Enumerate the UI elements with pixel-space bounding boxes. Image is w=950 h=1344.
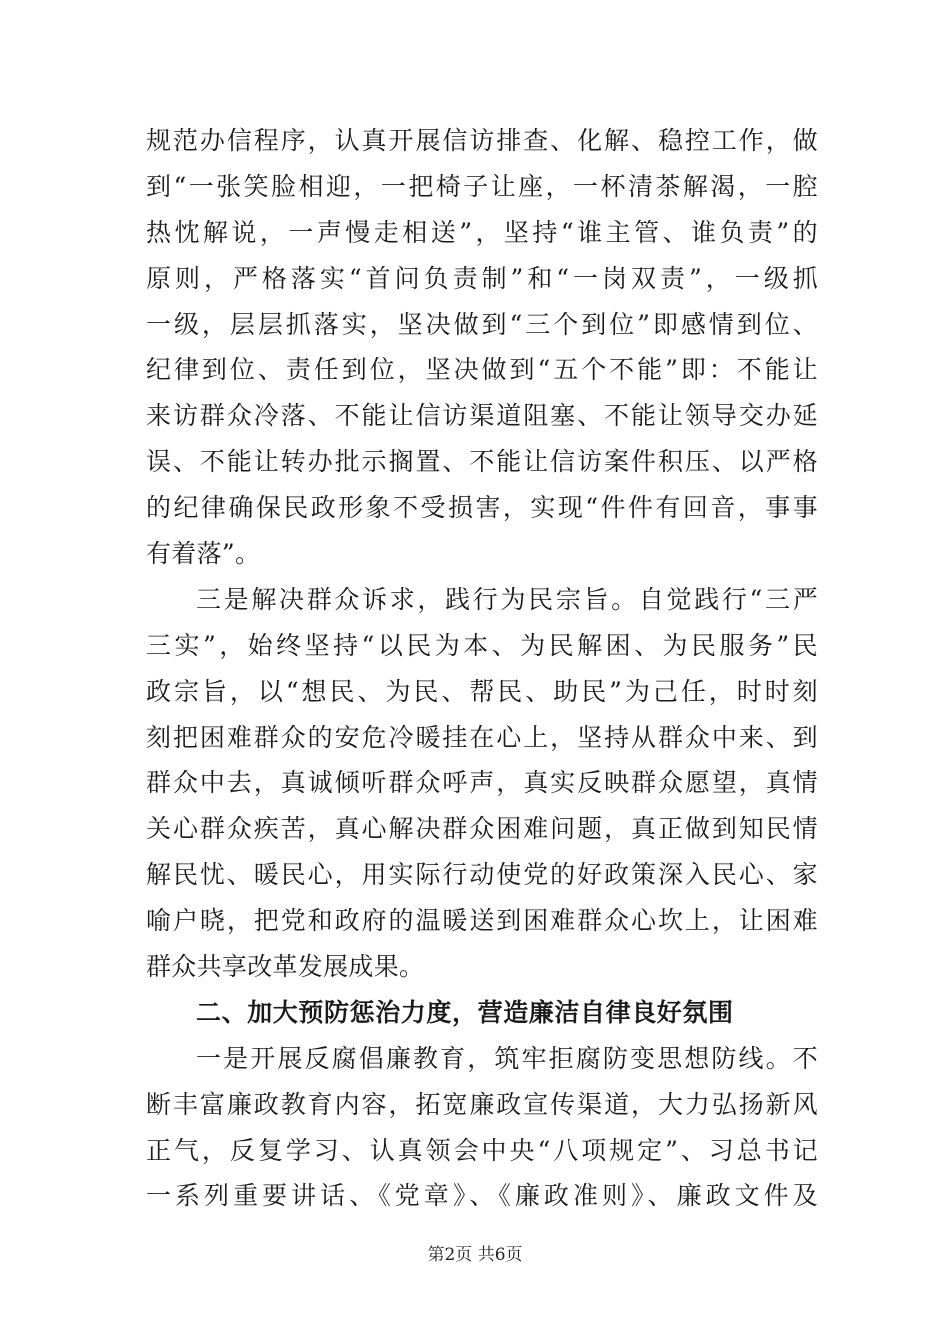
- text-line: 正气，反复学习、认真领会中央“八项规定”、习总书记: [146, 1135, 818, 1165]
- text-line: 解民忧、暖民心，用实际行动使党的好政策深入民心、家: [146, 860, 818, 890]
- paragraph-first-line: 三是解决群众诉求，践行为民宗旨。自觉践行“三严: [196, 584, 818, 614]
- text-line: 刻把困难群众的安危冷暖挂在心上，坚持从群众中来、到: [146, 722, 818, 752]
- section-heading: 二、加大预防惩治力度，营造廉洁自律良好氛围: [196, 997, 734, 1027]
- text-line: 热忱解说，一声慢走相送”，坚持“谁主管、谁负责”的: [146, 217, 818, 247]
- page-number-footer: 第2页 共6页: [427, 1245, 523, 1265]
- text-line: 一级，层层抓落实，坚决做到“三个到位”即感情到位、: [146, 309, 818, 339]
- paragraph-first-line: 一是开展反腐倡廉教育，筑牢拒腐防变思想防线。不: [196, 1043, 818, 1073]
- text-line: 群众共享改革发展成果。: [146, 952, 425, 982]
- text-line: 三实”，始终坚持“以民为本、为民解困、为民服务”民: [146, 630, 818, 660]
- text-line: 有着落”。: [146, 539, 261, 569]
- text-line: 关心群众疾苦，真心解决群众困难问题，真正做到知民情: [146, 814, 818, 844]
- text-line: 原则，严格落实“首问负责制”和“一岗双责”，一级抓: [146, 263, 818, 293]
- text-line: 断丰富廉政教育内容，拓宽廉政宣传渠道，大力弘扬新风: [146, 1089, 818, 1119]
- text-line: 喻户晓，把党和政府的温暖送到困难群众心坎上，让困难: [146, 906, 818, 936]
- text-line: 群众中去，真诚倾听群众呼声，真实反映群众愿望，真情: [146, 768, 818, 798]
- text-line: 纪律到位、责任到位，坚决做到“五个不能”即：不能让: [146, 355, 818, 385]
- text-line: 规范办信程序，认真开展信访排查、化解、稳控工作，做: [146, 126, 818, 155]
- text-line: 到“一张笑脸相迎，一把椅子让座，一杯清茶解渴，一腔: [146, 171, 818, 201]
- text-line: 一系列重要讲话、《党章》、《廉政准则》、廉政文件及: [146, 1181, 818, 1211]
- text-line: 的纪律确保民政形象不受损害，实现“件件有回音，事事: [146, 493, 818, 523]
- text-line: 来访群众冷落、不能让信访渠道阻塞、不能让领导交办延: [146, 401, 818, 431]
- body-text: [146, 118, 818, 1219]
- text-line: 误、不能让转办批示搁置、不能让信访案件积压、以严格: [146, 447, 818, 477]
- text-line: 政宗旨，以“想民、为民、帮民、助民”为己任，时时刻: [146, 676, 818, 706]
